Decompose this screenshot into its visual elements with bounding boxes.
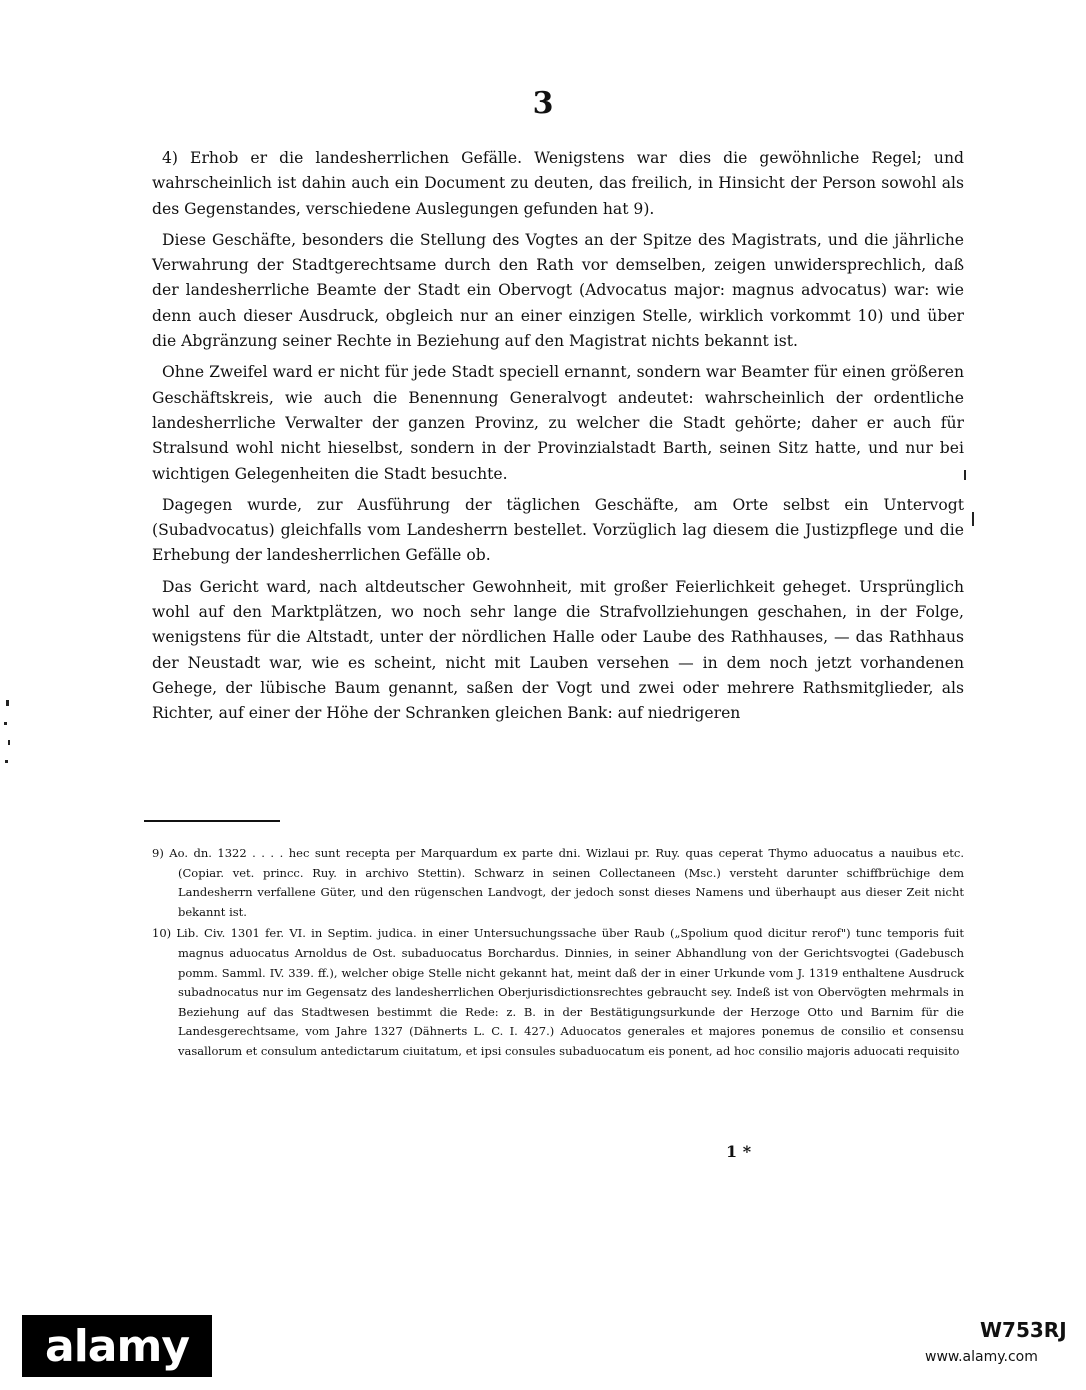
watermark-url: www.alamy.com	[925, 1349, 1038, 1365]
scan-speck	[964, 470, 966, 480]
footnote: 9) Ao. dn. 1322 . . . . hec sunt recepta per Marquardum ex parte dni. Wizlaui pr. Ruy. quas ceperat Thymo aduocatus a nauibus etc. (Copiar. vet. princc. Ruy. in archivo Stettin). Schwarz in seinen Collectaneen (Msc.) versteht darunter schiffbrüchige dem Landesherrn verfallene Güter, und den rügenschen Landvogt, der jedoch sonst dieses Namens und überhaupt aus dieser Zeit nicht bekannt ist.	[152, 846, 964, 919]
footnote-divider	[144, 820, 280, 822]
paragraph: Dagegen wurde, zur Ausführung der täglichen Geschäfte, am Orte selbst ein Untervogt (Subadvocatus) gleichfalls vom Landesherrn bestellet. Vorzüglich lag diesem die Justizpflege und die Erhebung der landesherrlichen Gefälle ob.	[152, 495, 964, 565]
footnotes	[152, 844, 964, 1064]
scan-speck	[8, 740, 10, 745]
scan-speck	[972, 512, 974, 526]
page-number: 3	[532, 86, 554, 121]
paragraph: Ohne Zweifel ward er nicht für jede Stadt speciell ernannt, sondern war Beamter für einen größeren Geschäftskreis, wie auch die Benennung Generalvogt andeutet: wahrscheinlich der ordentliche landesherrliche Verwalter der ganzen Provinz, zu welcher die Stadt gehörte; daher er auch für Stralsund wohl nicht hieselbst, sondern in der Provinzialstadt Barth, seinen Sitz hatte, und nur bei wichtigen Gelegenheiten die Stadt besuchte.	[152, 363, 964, 483]
main-text	[152, 146, 964, 733]
footnote: 10) Lib. Civ. 1301 fer. VI. in Septim. judica. in einer Untersuchungssache über Raub („Spolium quod dicitur rerof") tunc temporis fuit magnus aduocatus Arnoldus de Ost. subaduocatus Borchardus. Dinnies, in seiner Abhandlung von der Gerichtsvogtei (Gadebusch pomm. Samml. IV. 339. ff.), welcher obige Stelle nicht gekannt hat, meint daß der in einer Urkunde vom J. 1319 enthaltene Ausdruck subadnocatus nur im Gegensatz des landesherrlichen Oberjurisdictionsrechtes gebraucht sey. Indeß ist von Obervögten mehrmals in Beziehung auf das Stadtwesen bestimmt die Rede: z. B. in der Bestätigungsurkunde der Herzoge Otto und Barnim für die Landesgerechtsame, vom Jahre 1327 (Dähnerts L. C. I. 427.) Aduocatos generales et majores ponemus de consilio et consensu vasallorum et consulum antedictarum ciuitatum, et ipsi consules subaduocatum eis ponent, ad hoc consilio majoris aduocati requisito	[152, 926, 964, 1058]
scan-speck	[4, 722, 7, 725]
scan-speck	[5, 760, 8, 763]
image-id: W753RJ	[980, 1318, 1067, 1342]
paragraph: Das Gericht ward, nach altdeutscher Gewohnheit, mit großer Feierlichkeit geheget. Ursprünglich wohl auf den Marktplätzen, wo noch sehr lange die Strafvollziehungen geschahen, in der Folge, wenigstens für die Altstadt, unter der nördlichen Halle oder Laube des Rathhauses, — das Rathhaus der Neustadt war, wie es scheint, nicht mit Lauben versehen — in dem noch jetzt vorhandenen Gehege, der lübische Baum genannt, saßen der Vogt und zwei oder mehrere Rathsmitglieder, als Richter, auf einer der Höhe der Schranken gleichen Bank: auf niedrigeren	[152, 577, 964, 723]
brand-logo: alamy	[22, 1315, 212, 1377]
paragraph: 4) Erhob er die landesherrlichen Gefälle. Wenigstens war dies die gewöhnliche Regel; und wahrscheinlich ist dahin auch ein Document zu deuten, das freilich, in Hinsicht der Person sowohl als des Gegenstandes, verschiedene Auslegungen gefunden hat 9).	[152, 149, 964, 218]
signature-mark: 1 *	[726, 1142, 752, 1161]
scan-speck	[6, 700, 9, 706]
paragraph: Diese Geschäfte, besonders die Stellung des Vogtes an der Spitze des Magistrats, und die jährliche Verwahrung der Stadtgerechtsame durch den Rath vor demselben, zeigen unwidersprechlich, daß der landesherrliche Beamte der Stadt ein Obervogt (Advocatus major: magnus advocatus) war: wie denn auch dieser Ausdruck, obgleich nur an einer einzigen Stelle, wirklich vorkommt 10) und über die Abgränzung seiner Rechte in Beziehung auf den Magistrat nichts bekannt ist.	[152, 230, 964, 351]
